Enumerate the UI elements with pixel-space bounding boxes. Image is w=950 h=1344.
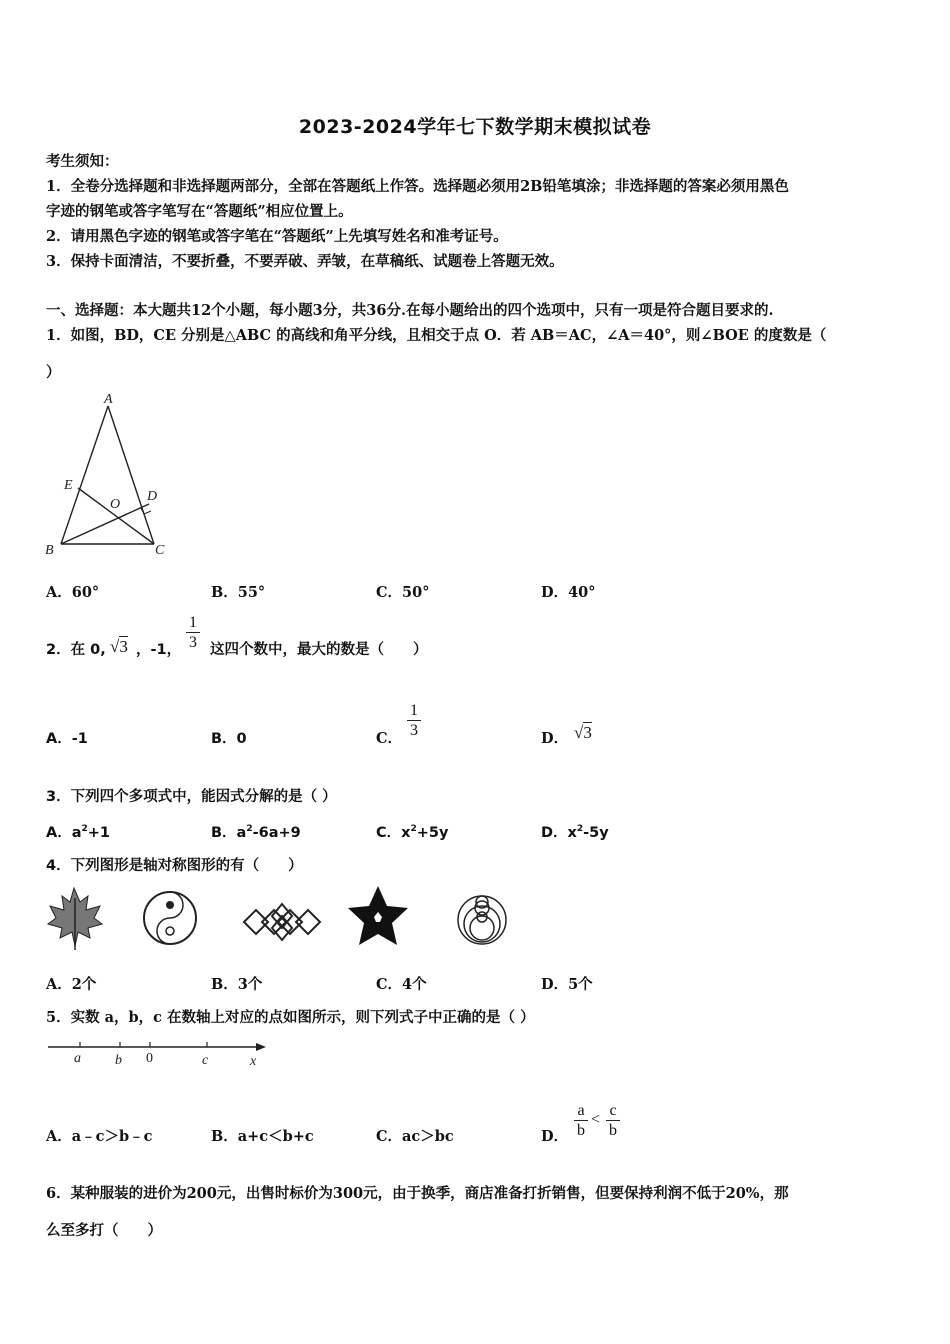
side-ab xyxy=(61,406,108,544)
label-b: B xyxy=(45,543,54,558)
q3-option-d[interactable]: D．$x^2-5y$ xyxy=(541,824,609,841)
notice-item-1a: 1．全卷分选择题和非选择题两部分，全部在答题纸上作答。选择题必须用2B铅笔填涂；非选择题的答案必须用黑色 xyxy=(46,178,789,195)
section-heading: 一、选择题：本大题共12个小题，每小题3分，共36分.在每小题给出的四个选项中，只有一项是符合题目要求的. xyxy=(46,302,774,319)
q1-option-a[interactable]: A．60° xyxy=(46,584,100,601)
notice-item-1b: 字迹的钢笔或答字笔写在“答题纸”相应位置上。 xyxy=(46,203,353,220)
knot-pattern-icon xyxy=(244,904,320,940)
q5-option-b[interactable]: B．a+c＜b+c xyxy=(211,1128,314,1145)
yin-yang-icon xyxy=(144,892,196,944)
q1-stem-end: ） xyxy=(46,364,61,381)
q1-option-b[interactable]: B．55° xyxy=(211,584,266,601)
axis-label-b: b xyxy=(115,1053,122,1068)
nested-circles-icon xyxy=(458,896,506,944)
q6-stem-line-2: 么至多打（ ） xyxy=(46,1222,162,1239)
star-flower-icon xyxy=(348,886,408,945)
q2-stem-a: 2．在 0, xyxy=(46,642,106,658)
label-e: E xyxy=(64,478,73,493)
q5-number-line xyxy=(44,1038,274,1072)
notice-item-3: 3．保持卡面清洁，不要折叠，不要弄破、弄皱，在草稿纸、试题卷上答题无效。 xyxy=(46,253,564,270)
q5-option-d-less-than: < xyxy=(591,1111,601,1128)
q1-triangle-figure xyxy=(40,390,180,562)
q1-option-c[interactable]: C．50° xyxy=(376,584,430,601)
q4-figures xyxy=(44,884,510,954)
q2-fraction-one-third: 1 3 xyxy=(186,614,200,651)
axis-label-zero: 0 xyxy=(146,1051,153,1066)
q2-stem-c: 这四个数中，最大的数是（ ） xyxy=(210,642,428,658)
q2-option-d-sqrt3: √3 xyxy=(574,723,592,742)
q5-option-d-frac-left: a b xyxy=(574,1102,588,1139)
maple-leaf-icon xyxy=(48,888,102,950)
q4-stem: 4．下列图形是轴对称图形的有（ ） xyxy=(46,858,303,874)
q4-option-a[interactable]: A．2个 xyxy=(46,976,97,993)
q4-option-d[interactable]: D．5个 xyxy=(541,976,593,993)
q1-stem: 1．如图，BD，CE 分别是△ABC 的高线和角平分线，且相交于点 O．若 AB＝AC，∠A＝40°，则∠BOE 的度数是（ xyxy=(46,327,827,344)
q2-option-c[interactable]: C． xyxy=(376,730,403,747)
notice-heading: 考生须知： xyxy=(46,153,119,170)
q5-option-a[interactable]: A．a﹣c＞b﹣c xyxy=(46,1128,153,1145)
q6-stem-line-1: 6．某种服装的进价为200元，出售时标价为300元，由于换季，商店准备打折销售，但要保持利润不低于20%，那 xyxy=(46,1185,789,1202)
q2-option-c-fraction: 1 3 xyxy=(407,702,421,739)
segment-bd xyxy=(61,504,149,544)
q5-option-d-frac-right: c b xyxy=(606,1102,620,1139)
q2-option-b[interactable]: B．0 xyxy=(211,731,247,747)
q5-option-c[interactable]: C．ac＞bc xyxy=(376,1128,454,1145)
label-o: O xyxy=(110,497,121,512)
q1-option-d[interactable]: D．40° xyxy=(541,584,596,601)
axis-label-c: c xyxy=(202,1053,209,1068)
q3-stem: 3．下列四个多项式中，能因式分解的是（ ） xyxy=(46,789,337,805)
axis-label-a: a xyxy=(74,1051,81,1066)
axis-label-x: x xyxy=(250,1054,257,1069)
label-d: D xyxy=(147,489,158,504)
q2-option-d[interactable]: D． xyxy=(541,730,569,747)
page-title: 2023-2024学年七下数学期末模拟试卷 xyxy=(298,116,652,138)
notice-item-2: 2．请用黑色字迹的钢笔或答字笔在“答题纸”上先填写姓名和准考证号。 xyxy=(46,228,508,245)
q2-sqrt3: √3 xyxy=(110,637,128,656)
label-c: C xyxy=(155,543,165,558)
side-ac xyxy=(108,406,154,544)
q4-option-b[interactable]: B．3个 xyxy=(211,976,263,993)
q3-option-b[interactable]: B．$a^2-6a+9$ xyxy=(211,824,301,841)
q2-option-a[interactable]: A．-1 xyxy=(46,731,88,747)
q5-option-d[interactable]: D． xyxy=(541,1128,569,1145)
label-a: A xyxy=(104,392,113,407)
q3-option-c[interactable]: C．$x^2+5y$ xyxy=(376,824,449,841)
q5-stem: 5．实数 a，b，c 在数轴上对应的点如图所示，则下列式子中正确的是（ ） xyxy=(46,1009,535,1026)
q4-option-c[interactable]: C．4个 xyxy=(376,976,427,993)
q2-stem-b: ，-1， xyxy=(136,642,182,658)
q3-option-a[interactable]: A．$a^2+1$ xyxy=(46,824,111,841)
